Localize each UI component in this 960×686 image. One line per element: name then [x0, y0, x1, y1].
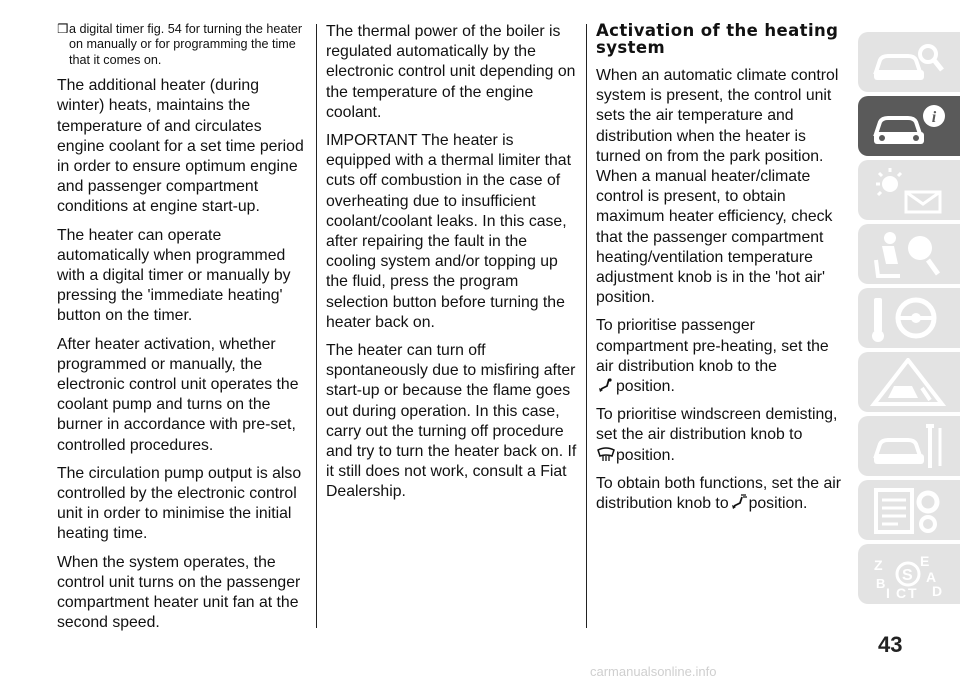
feet-windscreen-airflow-icon: [729, 494, 749, 510]
paragraph: The thermal power of the boiler is regulated automatically by the electronic control unit depending on the temperature of the engine coolant.: [326, 23, 576, 121]
svg-text:B: B: [876, 576, 886, 591]
paragraph-text: To obtain both functions, set the air distribution knob to: [596, 474, 842, 513]
airbag-seat-icon: [868, 230, 948, 280]
column-divider: [316, 24, 317, 628]
paragraph: [596, 474, 846, 514]
section-heading: Activation of the heating system: [596, 21, 839, 57]
important-paragraph: IMPORTANT The heater is equipped with a thermal limiter that cuts off combustion in the case of overheating due to insufficient coolant/coolant leaks. In this case, after repairing the fault in the cooling system and/or topping up the fluid, press the program selection button before turning the heater back on.: [326, 132, 571, 331]
paragraph-text: To prioritise passenger compartment pre-heating, set the air distribution knob to the: [596, 317, 829, 375]
paragraph: When the system operates, the control unit turns on the passenger compartment heater unit fan at the second speed.: [57, 553, 301, 632]
car-maintenance-icon: [868, 422, 948, 472]
paragraph: [596, 316, 846, 397]
paragraph-end: position.: [616, 446, 675, 464]
paragraph-text: To prioritise windscreen demisting, set the air distribution knob to: [596, 406, 838, 444]
paragraph: The circulation pump output is also controlled by the electronic control unit in order to minimise the initial heating time.: [57, 464, 302, 543]
page-number: 43: [878, 632, 903, 657]
paragraph: The additional heater (during winter) heats, maintains the temperature of and circulates engine coolant for a set time period in order to ensure optimum engine and passenger compartment conditions at engine start-up.: [57, 77, 304, 216]
svg-text:Z: Z: [874, 557, 883, 573]
paragraph: The heater can operate automatically when programmed with a digital timer or manually by pressing the 'immediate heating' button on the timer.: [57, 226, 291, 325]
bullet-text: a digital timer fig. 54 for turning the heater on manually or for programming the time that it comes on.: [69, 22, 303, 67]
bullet-mark: ❒: [57, 22, 69, 36]
feet-airflow-icon: [596, 377, 616, 393]
svg-text:E: E: [920, 553, 930, 569]
svg-text:T: T: [908, 585, 917, 600]
tab-roadside-emergency[interactable]: [858, 352, 960, 412]
paragraph: [596, 405, 846, 466]
paragraph-end: position.: [616, 378, 675, 396]
svg-text:C: C: [896, 585, 907, 600]
roadside-emergency-icon: [868, 358, 948, 408]
text-column-1: [57, 22, 307, 642]
specifications-icon: [868, 486, 948, 536]
car-search-icon: [868, 38, 948, 88]
text-column-2: [326, 22, 578, 511]
paragraph-end: position.: [748, 495, 808, 513]
alphabetical-index-icon: [868, 550, 948, 600]
tab-alphabetical-index[interactable]: [858, 544, 960, 604]
paragraph: After heater activation, whether programmed or manually, the electronic control unit operates the coolant pump and turns on the burner in accordance with pre-set, controlled procedures.: [57, 335, 299, 454]
warning-lights-icon: [868, 166, 948, 216]
tab-airbag-seat[interactable]: [858, 224, 960, 284]
svg-text:S: S: [902, 567, 913, 584]
tab-car-info[interactable]: [858, 96, 960, 156]
tab-car-search[interactable]: [858, 32, 960, 92]
text-column-3: [596, 22, 846, 522]
car-info-icon: [868, 102, 948, 152]
tab-key-steering[interactable]: [858, 288, 960, 348]
tab-warning-lights[interactable]: [858, 160, 960, 220]
tab-car-maintenance[interactable]: [858, 416, 960, 476]
column-divider: [586, 24, 587, 628]
key-steering-icon: [868, 294, 948, 344]
timer-bullet-item: [57, 22, 307, 68]
tab-specifications[interactable]: [858, 480, 960, 540]
svg-text:A: A: [926, 569, 937, 585]
paragraph: When an automatic climate control system is present, the control unit sets the air temperature and distribution when the heater is turned on from the park position. When a manual heater/climate control is present, to obtain maximum heater efficiency, check that the passenger compartment heating/ventilation temperature adjustment knob is in the 'hot air' position.: [596, 67, 839, 307]
svg-text:I: I: [886, 585, 890, 600]
paragraph: The heater can turn off spontaneously due to misfiring after start-up or because the flame goes out during operation. In this case, carry out the turning off procedure and try to turn the heater back on. If it still does not work, consult a Fiat Dealership.: [326, 342, 577, 501]
svg-text:D: D: [932, 583, 943, 599]
svg-text:i: i: [931, 109, 937, 126]
windscreen-demist-icon: [596, 446, 616, 462]
watermark: carmanualsonline.info: [590, 664, 717, 679]
